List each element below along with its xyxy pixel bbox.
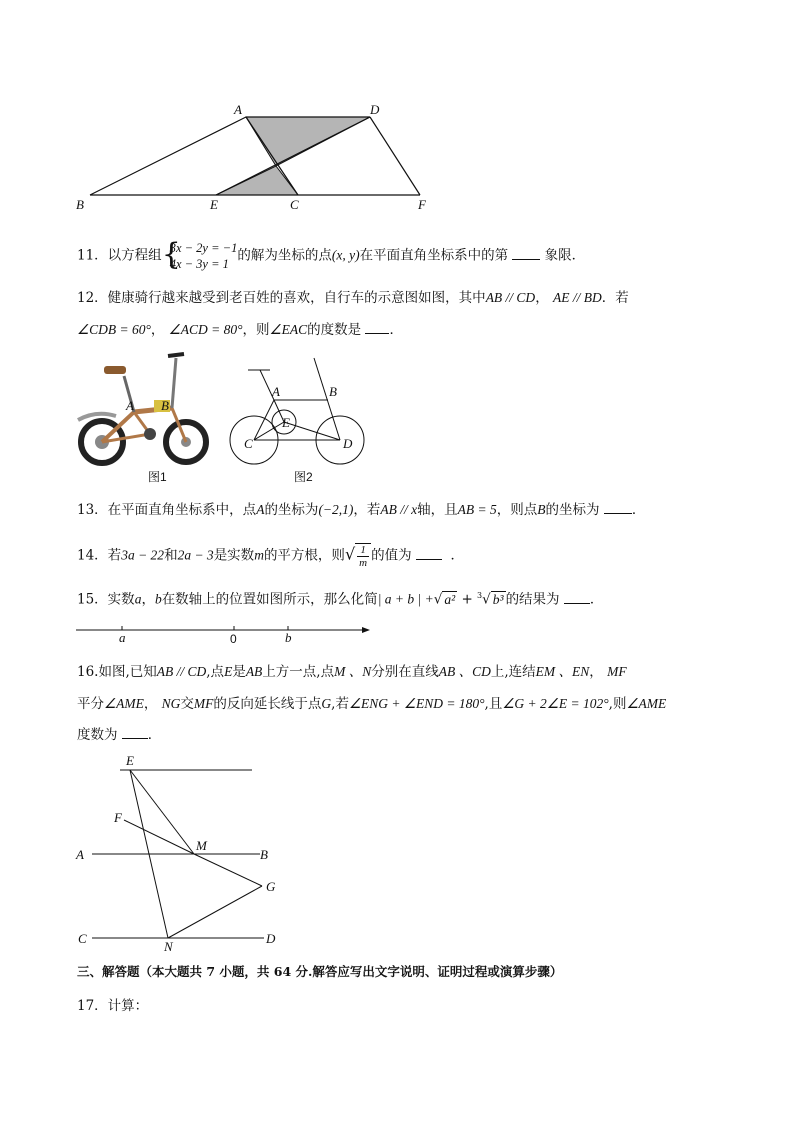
- q12-sep-2: ，: [150, 322, 165, 338]
- q15-plus: +: [461, 591, 473, 608]
- q16-angle-AME: ∠AME: [104, 696, 144, 711]
- q12-angle-1: ∠CDB = 60°: [77, 322, 151, 337]
- question-12-line-2: [77, 321, 403, 339]
- q16-text-2d: 的反向延长线于点: [213, 696, 322, 712]
- q13-coord: (−2,1): [318, 502, 354, 517]
- q13-point-A: A: [256, 502, 265, 517]
- fig2-label-C: C: [244, 436, 253, 451]
- q13-length: AB = 5: [457, 502, 497, 517]
- q16-ray-MF: MF: [607, 664, 627, 679]
- fig16-label-F: F: [114, 810, 122, 825]
- answer-blank-13[interactable]: [604, 501, 632, 514]
- q13-text-c: ，若: [353, 502, 381, 518]
- q16-text-3a: 度数为: [77, 727, 118, 743]
- label-F: F: [418, 197, 426, 212]
- q12-text-1-end: ．若: [601, 290, 629, 306]
- q16-text-2g: ,则: [608, 696, 627, 712]
- q11-prefix: 11．以方程组: [77, 247, 162, 264]
- q16-segments: EM 、EN: [535, 664, 590, 679]
- q16-end: ．: [147, 727, 162, 743]
- question-13: [77, 501, 645, 519]
- question-15: 15．实数a，b在数轴上的位置如图所示，那么化简| a + b | +√ a² + $^3$√ b³ 的结果为 ．: [77, 591, 604, 608]
- q16-line-NG: NG: [161, 696, 181, 711]
- q14-text-d: 的值为: [371, 547, 412, 564]
- q11-point: (x, y): [331, 247, 360, 263]
- q15-text-c: 的结果为: [505, 591, 560, 608]
- q14-text-a: 14．若: [77, 547, 122, 564]
- q15-end: ．: [589, 591, 604, 608]
- q16-equation-1: ∠ENG + ∠END = 180°: [348, 696, 485, 711]
- q13-point-B: B: [537, 502, 546, 517]
- parallel-lines-figure: [72, 750, 292, 955]
- label-A: A: [234, 102, 242, 117]
- question-14: 14．若3a − 22和2a − 3是实数m的平方根，则√ $\frac{1}{m}$ 的值为 ．: [77, 544, 464, 569]
- q16-text-2f: ,且: [484, 696, 503, 712]
- q14-fraction: [355, 543, 371, 569]
- fig16-label-B: B: [260, 847, 268, 862]
- fig16-label-G: G: [266, 879, 276, 894]
- answer-blank-11[interactable]: [512, 247, 540, 260]
- number-line: [74, 618, 374, 648]
- equation-2: 4x − 3y = 1: [169, 257, 229, 271]
- q12-text-2-mid: ，则: [242, 322, 270, 338]
- answer-blank-16[interactable]: [122, 726, 148, 739]
- q11-end: 象限．: [544, 247, 586, 264]
- q16-parallel: AB // CD: [156, 664, 207, 679]
- equation-1: 3x − 2y = −1: [169, 241, 238, 255]
- bicycle-photo-figure: [76, 350, 216, 485]
- fig16-label-M: M: [196, 838, 207, 853]
- q13-end: ．: [631, 502, 646, 518]
- question-17: 17．计算：: [77, 998, 149, 1014]
- fig1-label-A: A: [126, 398, 134, 413]
- label-D: D: [370, 102, 380, 117]
- q13-text-e: ，则点: [496, 502, 538, 518]
- answer-blank-12[interactable]: [365, 321, 389, 334]
- label-E: E: [210, 197, 218, 212]
- q14-numerator: 1: [357, 544, 369, 557]
- seat: [104, 366, 126, 374]
- fig16-label-D: D: [266, 931, 276, 946]
- q16-text-1d: 上方一点,点: [262, 664, 335, 680]
- shaded-region-top: [246, 117, 370, 166]
- parallelogram-figure: [70, 98, 450, 214]
- bicycle-schematic-figure: [226, 350, 371, 485]
- fig1-label-B: B: [161, 398, 169, 413]
- q16-equation-2: ∠G + 2∠E = 102°: [502, 696, 609, 711]
- fig16-label-E: E: [126, 753, 134, 768]
- q16-line-AB: AB: [245, 664, 263, 679]
- axis-label-0: 0: [230, 632, 237, 646]
- q12-text-2-end: 的度数是: [307, 322, 362, 338]
- question-16-line-1: [77, 663, 627, 681]
- axis-label-b: b: [285, 630, 292, 645]
- q13-text-f: 的坐标为: [545, 502, 600, 518]
- q16-points-MN: M 、N: [334, 664, 372, 679]
- q12-text-1: 12．健康骑行越来越受到老百姓的喜欢，自行车的示意图如图，其中: [77, 290, 486, 306]
- axis-label-a: a: [119, 630, 126, 645]
- q16-text-2a: 平分: [77, 696, 104, 712]
- q15-radicand-2: b³: [492, 591, 504, 607]
- q16-text-2b: ，: [143, 696, 158, 712]
- q15-sep: ，: [141, 591, 155, 608]
- q13-text-d: 轴，且: [417, 502, 458, 518]
- q16-text-1e: 分别在直线: [371, 664, 439, 680]
- q15-var-a: a: [134, 591, 142, 607]
- question-16-line-3: [77, 726, 161, 744]
- fig2-label-E: E: [282, 415, 290, 430]
- q16-text-2c: 交: [180, 696, 194, 712]
- question-11: [77, 237, 586, 272]
- answer-blank-14[interactable]: [416, 547, 442, 560]
- fig2-label-A: A: [272, 384, 280, 399]
- fig16-label-N: N: [164, 939, 173, 954]
- q16-line-MF: MF: [193, 696, 214, 711]
- q14-text-c: 的平方根，则: [263, 547, 345, 564]
- q14-denominator: m: [359, 557, 368, 569]
- q16-text-1c: 是: [232, 664, 246, 680]
- answer-blank-15[interactable]: [564, 591, 590, 604]
- equation-system: { 3x − 2y = −1 4x − 3y = 1: [161, 237, 238, 272]
- q15-text-b: 在数轴上的位置如图所示，那么化简: [161, 591, 378, 608]
- fig1-caption: 图1: [148, 470, 167, 484]
- label-C: C: [290, 197, 299, 212]
- q14-expr-1: 3a − 22: [121, 547, 165, 563]
- q16-text-1a: 16.如图,已知: [77, 664, 157, 680]
- q15-var-b: b: [154, 591, 162, 607]
- q13-parallel: AB // x: [380, 502, 418, 517]
- q14-expr-2: 2a − 3: [177, 547, 214, 563]
- q15-radicand-1: a²: [444, 591, 456, 607]
- q15-abs-expr: | a + b | +: [377, 591, 434, 607]
- q16-text-2e: ,若: [331, 696, 349, 712]
- q16-angle-AME-2: ∠AME: [626, 696, 667, 711]
- q11-suffix: 在平面直角坐标系中的第: [359, 247, 509, 264]
- q12-angle-2: ∠ACD = 80°: [168, 322, 243, 337]
- q16-lines: AB 、CD: [438, 664, 491, 679]
- q15-root-index: 3: [477, 591, 483, 600]
- q12-cond-2: AE // BD: [552, 290, 602, 305]
- fig2-caption: 图2: [294, 470, 313, 484]
- q14-and: 和: [164, 547, 178, 564]
- q13-text-b: 的坐标为: [264, 502, 319, 518]
- q12-sep: ，: [535, 290, 549, 306]
- q11-middle: 的解为坐标的点: [237, 247, 332, 264]
- q12-cond-1: AB // CD: [485, 290, 536, 305]
- arrow-icon: [362, 627, 370, 633]
- q16-point-G: G: [321, 696, 332, 711]
- q16-text-1f: 上,连结: [490, 664, 536, 680]
- q12-target-angle: ∠EAC: [269, 322, 308, 337]
- fig16-label-C: C: [78, 931, 87, 946]
- question-16-line-2: [77, 695, 666, 713]
- fig16-label-A: A: [76, 847, 84, 862]
- fig2-label-B: B: [329, 384, 337, 399]
- q14-text-b: 是实数: [213, 547, 255, 564]
- q15-text-a: 15．实数: [77, 591, 135, 608]
- q16-text-1g: ，: [589, 664, 603, 680]
- fig2-label-D: D: [343, 436, 353, 451]
- q16-text-1b: ,点: [206, 664, 225, 680]
- question-12-line-1: [77, 289, 629, 307]
- q14-var-m: m: [254, 547, 264, 563]
- q13-text-a: 13．在平面直角坐标系中，点: [77, 502, 257, 518]
- label-B: B: [76, 197, 84, 212]
- q16-point-E: E: [224, 664, 233, 679]
- section-3-heading: 三、解答题（本大题共 7 小题，共 64 分.解答应写出文字说明、证明过程或演算步骤）: [77, 964, 563, 979]
- shaded-region-bottom: [216, 166, 298, 195]
- q14-end: ．: [450, 547, 464, 564]
- q12-text-2-tail: ．: [389, 322, 403, 338]
